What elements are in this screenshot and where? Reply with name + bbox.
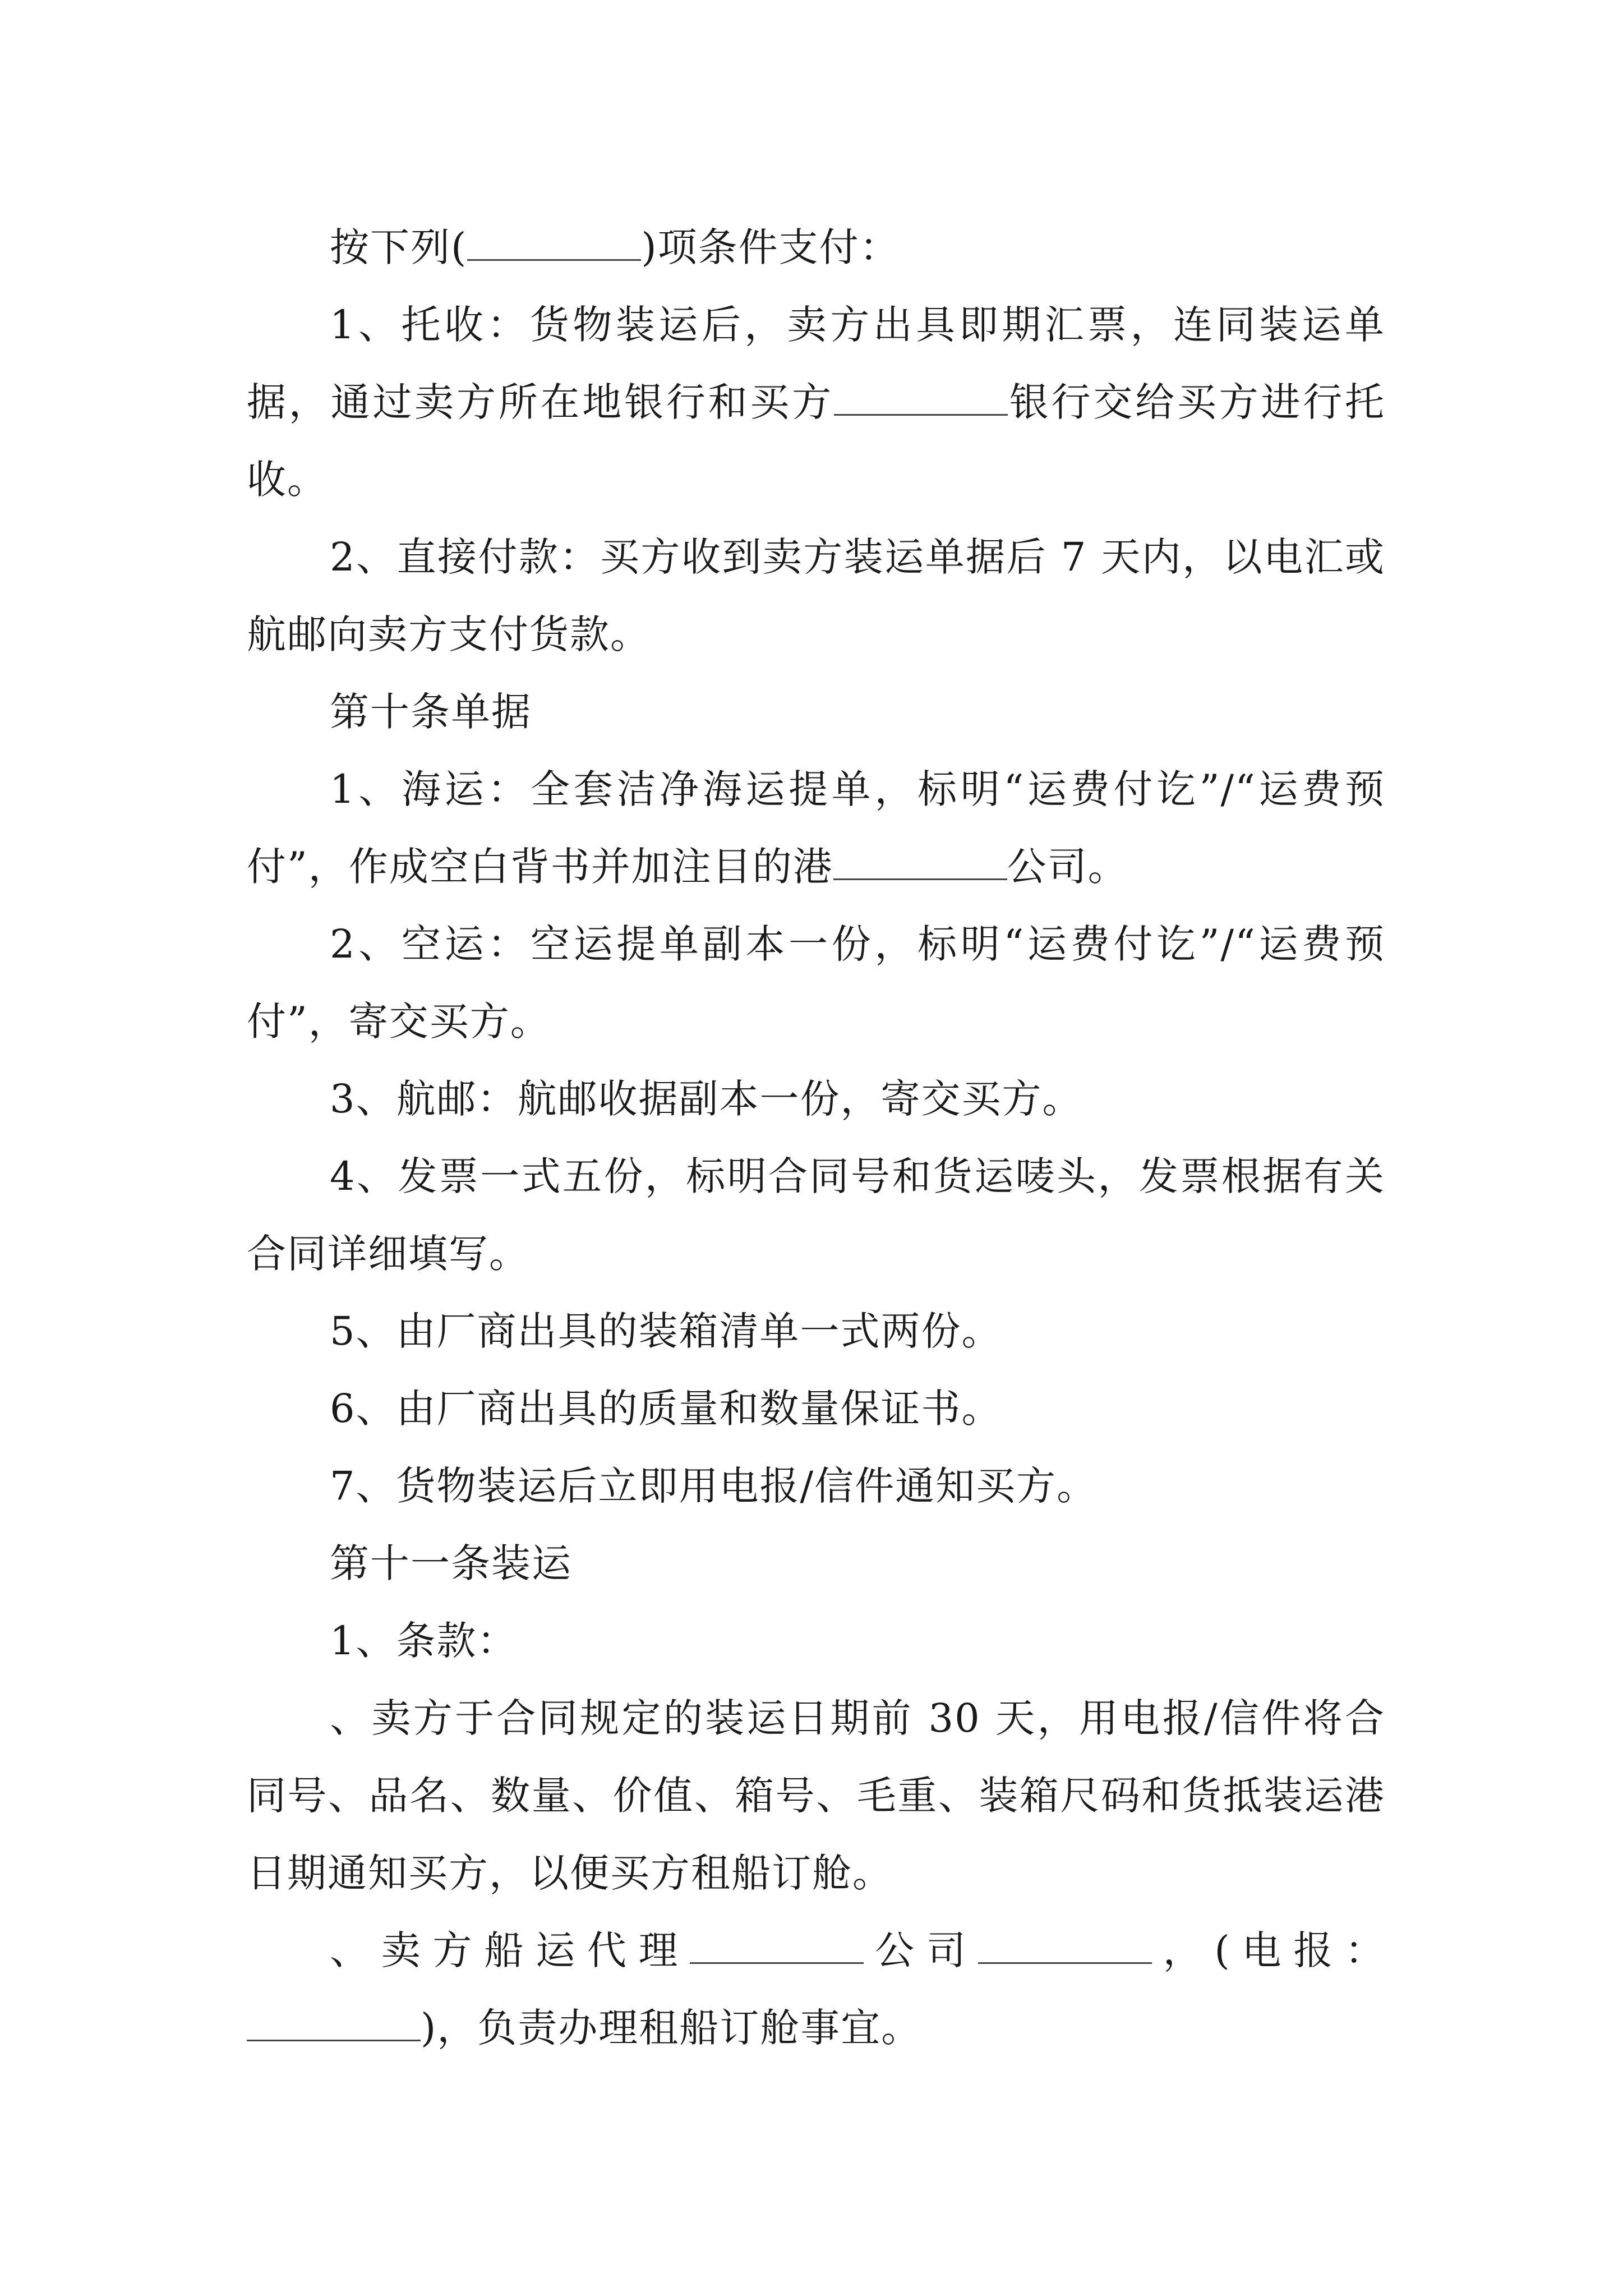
- text-segment: 第十条单据: [330, 689, 532, 735]
- paragraph-payment-terms: [247, 209, 1385, 286]
- section-heading-shipment: [247, 1525, 1385, 1602]
- text-segment: )，负责办理租船订舱事宜。: [421, 2005, 922, 2051]
- text-segment: )项条件支付：: [641, 224, 900, 270]
- paragraph-clauses: [247, 1602, 1385, 1680]
- paragraph-airmail: [247, 1060, 1385, 1138]
- text-segment: 按下列(: [330, 224, 468, 270]
- fill-in-blank: [833, 845, 1007, 880]
- text-segment: 第十一条装运: [330, 1540, 572, 1586]
- fill-in-blank: [467, 226, 641, 261]
- paragraph-shipping-agent: [247, 1912, 1385, 2067]
- paragraph-quality-certificate: [247, 1370, 1385, 1447]
- text-segment: 2、空运：空运提单副本一份，标明“运费付讫”/“运费预付”，寄交买方。: [247, 921, 1385, 1045]
- text-segment: 3、航邮：航邮收据副本一份，寄交买方。: [330, 1076, 1083, 1122]
- paragraph-shipment-notice: [247, 1447, 1385, 1525]
- text-segment: 7、货物装运后立即用电报/信件通知买方。: [330, 1463, 1098, 1509]
- document-body: [247, 209, 1385, 2067]
- paragraph-direct-payment: [247, 518, 1385, 673]
- fill-in-blank: [834, 380, 1008, 416]
- text-segment: ，(电报：: [1151, 1927, 1386, 1973]
- fill-in-blank: [978, 1929, 1152, 1964]
- text-segment: 2、直接付款：买方收到卖方装运单据后 7 天内，以电汇或航邮向卖方支付货款。: [247, 534, 1385, 657]
- text-segment: 公司。: [1007, 844, 1128, 890]
- paragraph-air-transport: [247, 905, 1385, 1060]
- paragraph-invoice: [247, 1138, 1385, 1292]
- text-segment: 、卖方于合同规定的装运日期前 30 天，用电报/信件将合同号、品名、数量、价值、箱号、毛重、装箱尺码和货抵装运港日期通知买方，以便买方租船订舱。: [247, 1695, 1385, 1896]
- fill-in-blank: [690, 1929, 864, 1964]
- paragraph-packing-list: [247, 1292, 1385, 1370]
- text-segment: 1、托收：货物装运后，卖方出具即期汇票，连同装运单据，通过卖方所在地银行和买方: [247, 302, 1385, 425]
- text-segment: 4、发票一式五份，标明合同号和货运唛头，发票根据有关合同详细填写。: [247, 1153, 1385, 1277]
- paragraph-collection: [247, 286, 1385, 518]
- text-segment: 1、海运：全套洁净海运提单，标明“运费付讫”/“运费预付”，作成空白背书并加注目的港: [247, 766, 1385, 890]
- text-segment: 银行交给买方进行托收。: [247, 379, 1386, 503]
- text-segment: 、卖方船运代理: [330, 1927, 690, 1973]
- paragraph-ocean-transport: [247, 751, 1385, 905]
- text-segment: 5、由厂商出具的装箱清单一式两份。: [330, 1308, 1002, 1354]
- text-segment: 1、条款：: [330, 1618, 518, 1664]
- text-segment: 公司: [864, 1927, 978, 1973]
- fill-in-blank: [247, 2006, 421, 2041]
- paragraph-seller-notice: [247, 1680, 1385, 1912]
- text-segment: 6、由厂商出具的质量和数量保证书。: [330, 1386, 1002, 1432]
- section-heading-documents: [247, 673, 1385, 751]
